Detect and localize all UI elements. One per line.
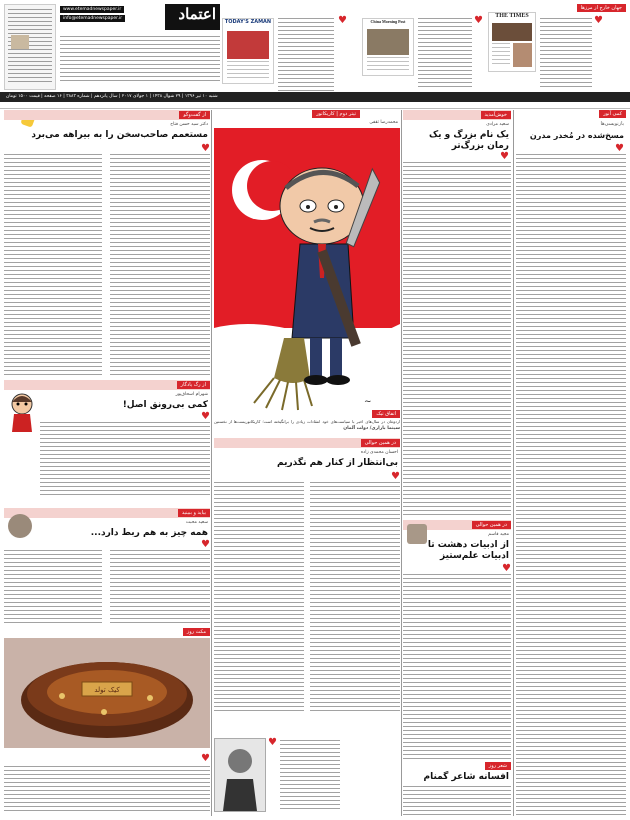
press-review-tag: جهان خارج از مرزها <box>577 4 626 12</box>
article-headline[interactable]: مستعمم صاحب‌سخن را به بیراهه می‌برد <box>31 130 208 140</box>
article-kicker: سعید مرادی <box>486 122 509 127</box>
cartoon-caption <box>214 410 400 432</box>
column-right <box>516 110 626 816</box>
article-kicker: بازنویسی‌ها <box>600 121 624 127</box>
column-kind <box>4 380 210 498</box>
photo-cake-block <box>4 628 210 816</box>
press-review <box>222 4 626 98</box>
article-body <box>403 786 511 816</box>
section-tag: مکث روز <box>183 628 210 636</box>
heart-icon: ♥ <box>338 15 347 26</box>
article-body <box>4 154 102 378</box>
article-body <box>110 550 210 624</box>
article-author: شهرام اسحاق‌پور <box>175 392 208 397</box>
caption-tag: اتفاق تیک <box>372 410 400 418</box>
section-tag: شعر روز <box>485 762 511 770</box>
newspaper-logo: اعتماد <box>178 5 216 23</box>
article-author: دکتر سید حسن فتاح <box>170 122 208 127</box>
cartoon-block <box>214 110 400 428</box>
website-link[interactable]: www.etemadnewspaper.ir <box>60 6 124 13</box>
column-all <box>4 508 210 626</box>
article-body <box>110 154 210 378</box>
heart-icon: ♥ <box>502 563 511 574</box>
heart-icon: ♥ <box>391 471 400 482</box>
cartoon-image <box>214 128 400 418</box>
column-hope <box>214 438 400 816</box>
article-headline[interactable]: همه چیز به هم ربط دارد... <box>90 528 208 538</box>
article-body <box>40 422 210 496</box>
section-tag: تیتر دوم | کاریکاتور <box>312 110 360 118</box>
article-headline[interactable]: مسخ‌شده در مُخدر مدرن <box>529 131 624 140</box>
article-headline[interactable]: کمی بی‌رونق اصل! <box>122 400 208 410</box>
heart-icon: ♥ <box>201 753 210 764</box>
heart-icon: ♥ <box>201 539 210 550</box>
masthead <box>0 0 630 109</box>
issue-date-line: شنبه ۱۰ تیر ۱۳۹۶ | ۲۹ شوال ۱۴۳۸ | ۱ جولای ۲۰۱۷ | سال پانزدهم | شماره ۳۸۸۳ | ۱۶ صفحه | قیمت ۱۵۰۰ تومان <box>6 94 218 99</box>
article-headline[interactable]: افسانه شاعر گمنام <box>423 772 509 782</box>
press-text-china <box>418 18 472 90</box>
press-paper-title: TODAY'S ZAMAN <box>224 19 272 25</box>
heart-icon: ♥ <box>201 143 210 154</box>
section-tag: از گفت‌وگو <box>179 111 210 119</box>
section-tag: خوش‌آمدید <box>481 111 512 119</box>
poet-photo <box>214 738 266 812</box>
photo-description <box>4 766 210 814</box>
article-body <box>403 162 511 518</box>
article-body <box>403 574 511 760</box>
article-author: سعید محبت <box>185 520 208 525</box>
column-terror <box>403 520 511 760</box>
column-center-right <box>403 110 511 518</box>
section-tag: بیاید و ببینید <box>178 509 210 517</box>
section-tag: در همین حوالی <box>472 521 511 529</box>
email-link[interactable]: info@etemadnewspaper.ir <box>60 15 125 22</box>
article-headline[interactable]: بی‌انتظار از کنار هم نگذریم <box>277 458 398 468</box>
article-body <box>310 482 400 714</box>
press-paper-title: THE TIMES <box>495 13 529 19</box>
press-text-times <box>540 18 592 90</box>
cake-photo <box>4 638 210 748</box>
heart-icon: ♥ <box>268 737 277 748</box>
author-caricature <box>8 392 36 432</box>
column-poet <box>403 762 511 816</box>
caption-text: اردوغان در سال‌های اخیر با سیاست‌های خود انتقادات زیادی را برانگیخته است؛ کاریکاتوریست‌ها از نخستین <box>214 419 400 424</box>
author-photo <box>8 514 32 538</box>
heart-icon: ♥ <box>500 151 509 162</box>
column-left <box>4 110 210 378</box>
section-tag: کمی آنور <box>599 110 626 118</box>
press-text-zaman <box>278 18 334 96</box>
article-body <box>4 550 102 624</box>
article-kicker: مجید قاسم <box>488 532 509 537</box>
article-headline[interactable]: یک نام بزرگ و یک رمان بزرگ‌تر <box>428 130 509 151</box>
caption-credit: سینما بازاری/ دولت آلمان <box>343 426 400 431</box>
press-paper-china <box>362 18 414 76</box>
press-paper-title: China Morning Post <box>370 19 406 24</box>
article-headline[interactable]: از ادبیات دهشت تا ادبیات علم‌ستیز <box>427 540 509 561</box>
press-paper-times <box>488 12 536 72</box>
section-tag: از رگ یادگار <box>177 381 210 389</box>
masthead-info <box>60 4 220 88</box>
front-page-thumbnail <box>4 4 56 90</box>
cake-caption: کیک تولد <box>94 686 120 694</box>
article-body <box>280 740 340 810</box>
date-bar <box>0 92 630 102</box>
heart-icon: ♥ <box>594 15 603 26</box>
heart-icon: ♥ <box>615 143 624 154</box>
heart-icon: ♥ <box>474 15 483 26</box>
section-tag: در همین حوالی <box>361 439 400 447</box>
article-body <box>214 482 304 714</box>
article-author: احسان محمدی زاده <box>360 450 398 455</box>
cartoonist-name: محمدرضا ثقفی <box>369 120 398 125</box>
article-body <box>516 154 626 816</box>
svg-text:~: ~ <box>364 397 372 407</box>
heart-icon: ♥ <box>201 411 210 422</box>
erdogan-cartoon <box>214 128 400 418</box>
press-paper-zaman <box>222 18 274 84</box>
